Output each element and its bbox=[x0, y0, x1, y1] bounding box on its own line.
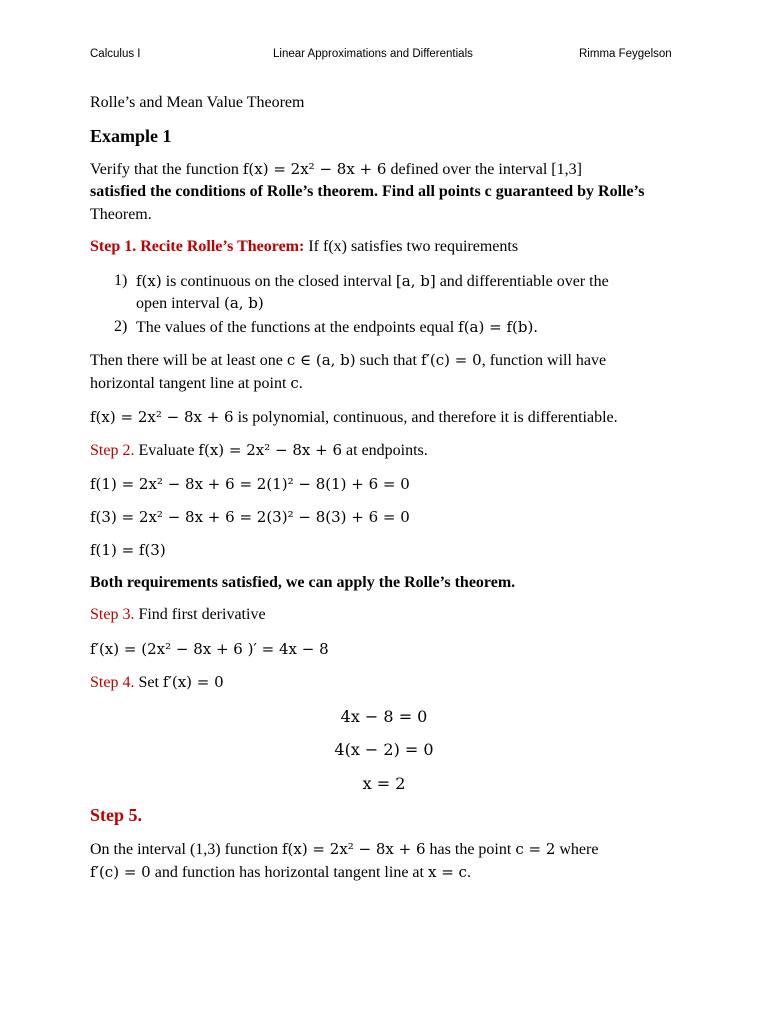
math: c = 2 bbox=[515, 840, 556, 858]
intro-equation: f(x) = 2x² − 8x + 6 bbox=[242, 160, 387, 178]
header-topic: Linear Approximations and Differentials bbox=[273, 48, 473, 60]
requirements-conclusion: Both requirements satisfied, we can apply the Rolle’s theorem. bbox=[90, 574, 516, 591]
text: is continuous on the closed interval bbox=[161, 273, 396, 290]
math: x = c bbox=[427, 863, 467, 881]
requirement-2-line bbox=[136, 318, 538, 337]
text: Find first derivative bbox=[134, 606, 266, 623]
math: f(x) bbox=[136, 272, 162, 290]
text: , function will have bbox=[481, 352, 607, 369]
calc-step-3: x = 2 bbox=[362, 774, 406, 793]
requirement-2-number: 2) bbox=[114, 318, 128, 335]
step3-dot: . bbox=[130, 606, 135, 623]
calc-step-1: 4x − 8 = 0 bbox=[340, 707, 428, 726]
step3-label: Step 3 bbox=[90, 606, 131, 623]
evaluation-f3: f(3) = 2x² − 8x + 6 = 2(3)² − 8(3) + 6 = 0 bbox=[90, 508, 410, 526]
intro-line-3: Theorem. bbox=[90, 206, 152, 223]
then-line-2 bbox=[90, 374, 303, 393]
evaluation-equal: f(1) = f(3) bbox=[90, 541, 166, 559]
text: open interval bbox=[136, 295, 224, 312]
math: f(x) = 2x² − 8x + 6 bbox=[90, 408, 234, 426]
text: . bbox=[466, 864, 471, 881]
math: [a, b] bbox=[395, 272, 436, 290]
text: Then there will be at least one bbox=[90, 352, 287, 369]
evaluation-f1: f(1) = 2x² − 8x + 6 = 2(1)² − 8(1) + 6 = 0 bbox=[90, 475, 410, 493]
requirement-1-line-2 bbox=[136, 294, 264, 313]
math: f′(x) = 0 bbox=[162, 673, 224, 691]
requirement-1-number: 1) bbox=[114, 272, 128, 289]
step5-line-2 bbox=[90, 863, 471, 882]
step4-line bbox=[90, 673, 224, 692]
text: . bbox=[298, 375, 303, 392]
then-line-1 bbox=[90, 351, 606, 370]
step2-label: Step 2. bbox=[90, 442, 135, 459]
text: On the interval (1,3) function bbox=[90, 841, 282, 858]
math: c ∈ (a, b) bbox=[286, 351, 356, 369]
calc-step-2: 4(x − 2) = 0 bbox=[334, 740, 434, 759]
text: Set bbox=[134, 674, 163, 691]
text: Evaluate bbox=[134, 442, 199, 459]
text: horizontal tangent line at point bbox=[90, 375, 291, 392]
text: such that bbox=[355, 352, 421, 369]
math: f(a) = f(b). bbox=[458, 318, 539, 336]
math: (a, b) bbox=[223, 294, 264, 312]
intro-line-2: satisfied the conditions of Rolle’s theorem. Find all points c guaranteed by Rolle’s bbox=[90, 183, 645, 200]
polynomial-line bbox=[90, 408, 618, 427]
text: and differentiable over the bbox=[435, 273, 609, 290]
text: has the point bbox=[425, 841, 516, 858]
intro-text: defined over the interval [1,3] bbox=[386, 161, 582, 178]
intro-text: Verify that the function bbox=[90, 161, 243, 178]
step1-line bbox=[90, 238, 518, 256]
intro-line-1 bbox=[90, 160, 582, 179]
math: c bbox=[290, 374, 299, 392]
text: at endpoints. bbox=[342, 442, 428, 459]
text: The values of the functions at the endpoints equal bbox=[136, 319, 459, 336]
step3-line bbox=[90, 606, 266, 624]
step5-line-1 bbox=[90, 840, 598, 859]
math: f(x) = 2x² − 8x + 6 bbox=[281, 840, 426, 858]
math: f′(c) = 0 bbox=[90, 863, 151, 881]
math: f′(c) = 0 bbox=[420, 351, 482, 369]
step2-line bbox=[90, 441, 428, 460]
header-author: Rimma Feygelson bbox=[579, 48, 672, 60]
text: is polynomial, continuous, and therefore it is differentiable. bbox=[233, 409, 618, 426]
step4-label: Step 4. bbox=[90, 674, 135, 691]
math: f(x) = 2x² − 8x + 6 bbox=[198, 441, 343, 459]
requirement-1-line-1 bbox=[136, 272, 609, 291]
derivative-equation: f′(x) = (2x² − 8x + 6 )′ = 4x − 8 bbox=[90, 640, 329, 658]
step5-label: Step 5. bbox=[90, 805, 143, 825]
section-title: Rolle’s and Mean Value Theorem bbox=[90, 94, 305, 111]
text: and function has horizontal tangent line at bbox=[150, 864, 428, 881]
header-course: Calculus I bbox=[90, 48, 141, 60]
example-title: Example 1 bbox=[90, 126, 172, 146]
step1-text: If f(x) satisfies two requirements bbox=[304, 238, 519, 255]
text: where bbox=[555, 841, 599, 858]
step1-label: Step 1. Recite Rolle’s Theorem: bbox=[90, 238, 305, 255]
